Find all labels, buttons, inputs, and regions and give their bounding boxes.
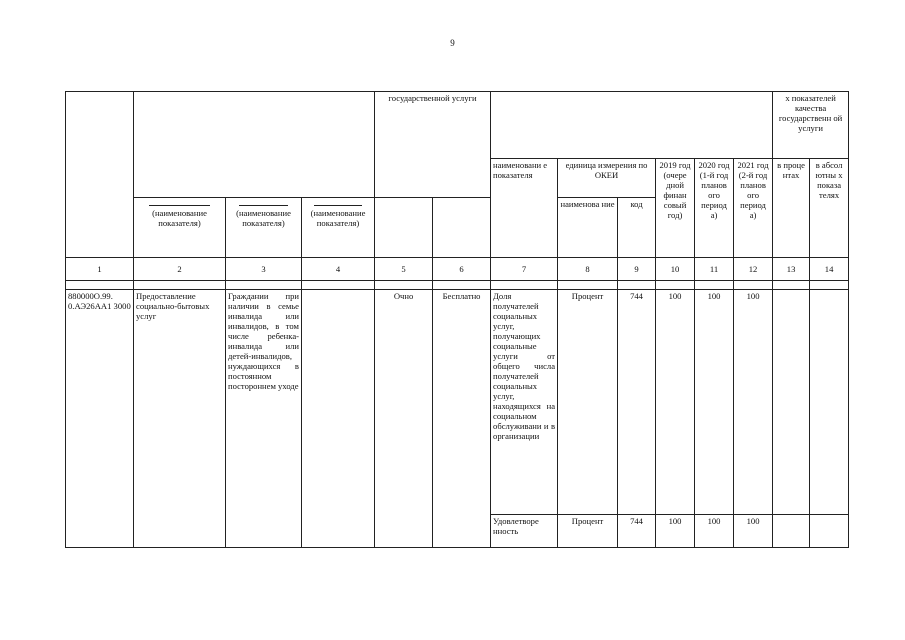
header-cell-content [134, 92, 375, 198]
header-cell-code [66, 92, 134, 258]
header-in-absolute: в абсол ютны х показа телях [810, 159, 849, 258]
header-indicator-name: наименовани е показателя [491, 159, 558, 258]
column-number: 13 [773, 258, 810, 281]
indicator-code: 744 [618, 290, 656, 515]
column-number: 9 [618, 258, 656, 281]
header-year-2021: 2021 год (2-й год планов ого период а) [734, 159, 773, 258]
header-okei-code: код [618, 198, 656, 258]
header-okei-unit: единица измерения по ОКЕИ [558, 159, 656, 198]
indicator-2019: 100 [656, 515, 695, 548]
header-year-2019: 2019 год (очере дной финан совый год) [656, 159, 695, 258]
column-number: 11 [695, 258, 734, 281]
column-number: 10 [656, 258, 695, 281]
column-number: 5 [375, 258, 433, 281]
indicator-percent [773, 290, 810, 515]
indicator-2020: 100 [695, 290, 734, 515]
header-cell-5-blank [375, 198, 433, 258]
indicator-name: Доля получателей социальных услуг, получающих социальные услуги от общего числа получателей социальных услуг, находящихся на социальном обслуживани и в организации [491, 290, 558, 515]
service-payment: Бесплатно [433, 290, 491, 548]
indicator-2021: 100 [734, 290, 773, 515]
column-number: 4 [302, 258, 375, 281]
service-form: Очно [375, 290, 433, 548]
page-number: 9 [450, 38, 455, 48]
column-number: 8 [558, 258, 618, 281]
header-name-indicator-2: (наименование показателя) [134, 198, 226, 258]
indicator-2019: 100 [656, 290, 695, 515]
indicator-absolute [810, 515, 849, 548]
service-quality-table [65, 91, 849, 548]
column-number: 14 [810, 258, 849, 281]
column-number: 12 [734, 258, 773, 281]
header-in-percent: в проце нтах [773, 159, 810, 258]
indicator-code: 744 [618, 515, 656, 548]
indicator-absolute [810, 290, 849, 515]
header-cell-blank [491, 92, 773, 159]
column-number: 6 [433, 258, 491, 281]
header-name-indicator-3: (наименование показателя) [226, 198, 302, 258]
service-content: Предоставление социально-бытовых услуг [134, 290, 226, 548]
registry-code: 880000О.99. 0.АЭ26АА1 3000 [66, 290, 134, 548]
header-quality-indicators: х показателей качества государственн ой услуги [773, 92, 849, 159]
column-number: 3 [226, 258, 302, 281]
indicator-percent [773, 515, 810, 548]
indicator-unit: Процент [558, 515, 618, 548]
service-recipients: Граждании при наличии в семье инвалида или инвалидов, в том числе ребенка-инвалида или детей-инвалидов, нуждающихся в постоянном постороннем уходе [226, 290, 302, 548]
indicator-2020: 100 [695, 515, 734, 548]
col4-cell [302, 290, 375, 548]
indicator-unit: Процент [558, 290, 618, 515]
indicator-name: Удовлетворе нность [491, 515, 558, 548]
header-name-indicator-4: (наименование показателя) [302, 198, 375, 258]
column-number: 7 [491, 258, 558, 281]
header-year-2020: 2020 год (1-й год планов ого период а) [695, 159, 734, 258]
column-number: 1 [66, 258, 134, 281]
header-okei-name: наименова ние [558, 198, 618, 258]
header-cell-6-blank [433, 198, 491, 258]
column-number: 2 [134, 258, 226, 281]
header-gov-service: государственной услуги [375, 92, 491, 198]
indicator-2021: 100 [734, 515, 773, 548]
